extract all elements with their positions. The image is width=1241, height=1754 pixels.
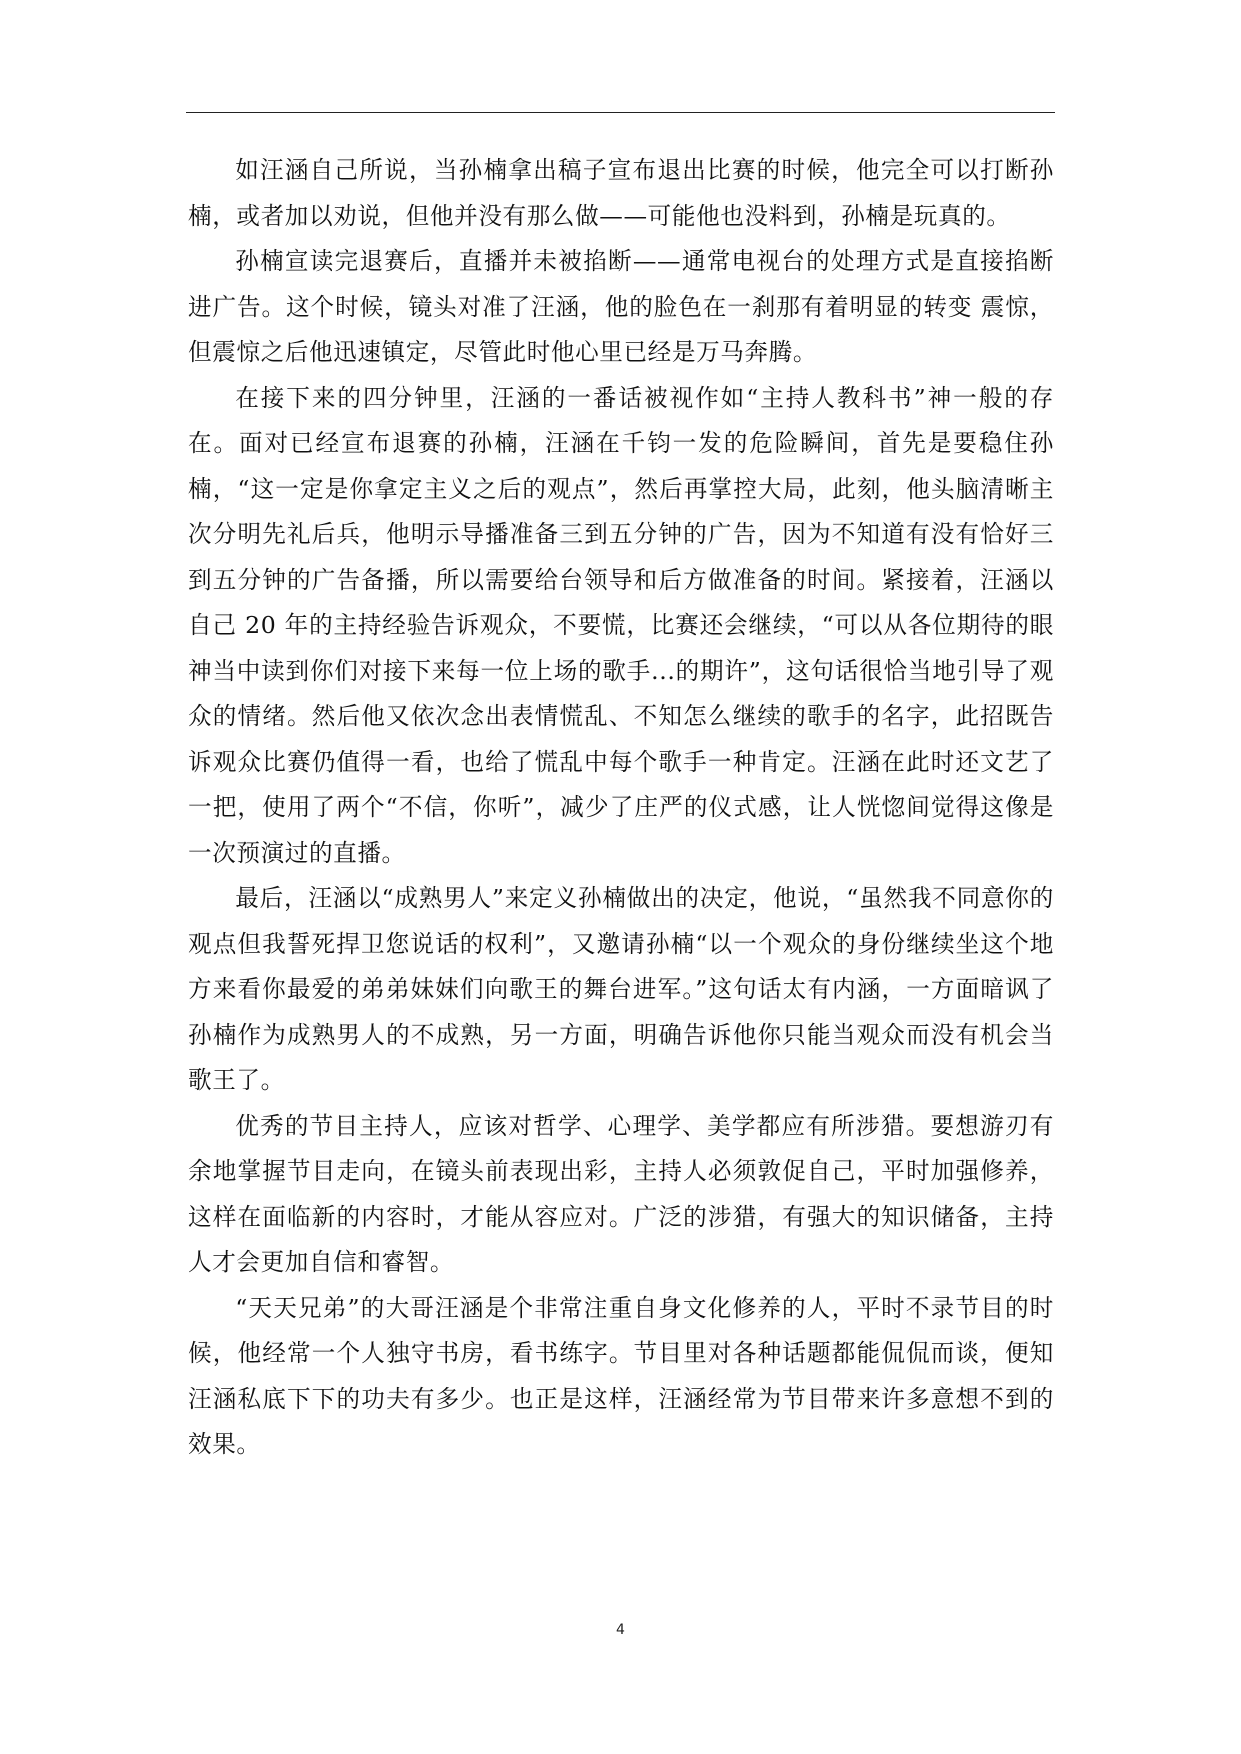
- paragraph-1: 如汪涵自己所说，当孙楠拿出稿子宣布退出比赛的时候，他完全可以打断孙楠，或者加以劝说，但他并没有那么做——可能他也没料到，孙楠是玩真的。: [188, 156, 1054, 230]
- paragraph-6: “天天兄弟”的大哥汪涵是个非常注重自身文化修养的人，平时不录节目的时候，他经常一个人独守书房，看书练字。节目里对各种话题都能侃侃而谈，便知汪涵私底下下的功夫有多少。也正是这样，汪涵经常为节目带来许多意想不到的效果。: [188, 1293, 1054, 1458]
- paragraph-4: 最后，汪涵以“成熟男人”来定义孙楠做出的决定，他说，“虽然我不同意你的观点但我誓死捍卫您说话的权利”，又邀请孙楠“以一个观众的身份继续坐这个地方来看你最爱的弟弟妹妹们向歌王的舞台进军。”这句话太有内涵，一方面暗讽了孙楠作为成熟男人的不成熟，另一方面，明确告诉他你只能当观众而没有机会当歌王了。: [188, 884, 1054, 1094]
- header-rule: [186, 112, 1055, 113]
- paragraph-3: 在接下来的四分钟里，汪涵的一番话被视作如“主持人教科书”神一般的存在。面对已经宣布退赛的孙楠，汪涵在千钧一发的危险瞬间，首先是要稳住孙楠，“这一定是你拿定主义之后的观点”，然后再掌控大局，此刻，他头脑清晰主次分明先礼后兵，他明示导播准备三到五分钟的广告，因为不知道有没有恰好三到五分钟的广告备播，所以需要给台领导和后方做准备的时间。紧接着，汪涵以自己 20 年的主持经验告诉观众，不要慌，比赛还会继续，“可以从各位期待的眼神当中读到你们对接下来每一位上场的歌手...的期许”，这句话很恰当地引导了观众的情绪。然后他又依次念出表情慌乱、不知怎么继续的歌手的名字，此招既告诉观众比赛仍值得一看，也给了慌乱中每个歌手一种肯定。汪涵在此时还文艺了一把，使用了两个“不信，你听”，减少了庄严的仪式感，让人恍惚间觉得这像是一次预演过的直播。: [188, 383, 1054, 867]
- paragraph-2: 孙楠宣读完退赛后，直播并未被掐断——通常电视台的处理方式是直接掐断进广告。这个时候，镜头对准了汪涵，他的脸色在一刹那有着明显的转变 震惊，但震惊之后他迅速镇定，尽管此时他心里已经是万马奔腾。: [188, 247, 1054, 366]
- document-body: [188, 148, 1054, 1468]
- paragraph-5: 优秀的节目主持人，应该对哲学、心理学、美学都应有所涉猎。要想游刃有余地掌握节目走向，在镜头前表现出彩，主持人必须敦促自己，平时加强修养，这样在面临新的内容时，才能从容应对。广泛的涉猎，有强大的知识储备，主持人才会更加自信和睿智。: [188, 1111, 1054, 1276]
- page-number: 4: [616, 1622, 625, 1638]
